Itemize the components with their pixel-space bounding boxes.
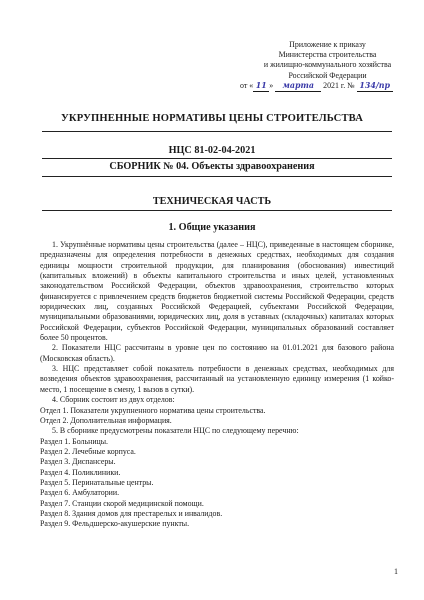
section-item-9: Раздел 9. Фельдшерско-акушерские пункты. [40, 519, 190, 529]
annex-line-2: Министерства строительства [278, 50, 377, 60]
collection-title: СБОРНИК № 04. Объекты здравоохранения [109, 161, 315, 172]
section-item-8: Раздел 8. Здания домов для престарелых и инвалидов. [40, 508, 223, 518]
section-title: 1. Общие указания [168, 222, 256, 233]
date-month-handwritten: марта [275, 81, 321, 92]
section-item-7: Раздел 7. Станции скорой медицинской помощи. [40, 498, 204, 508]
date-day-handwritten: 11 [253, 81, 269, 92]
section-item-3: Раздел 3. Диспансеры. [40, 457, 116, 467]
page-number: 1 [394, 567, 398, 576]
annex-line-1: Приложение к приказу [289, 40, 366, 49]
document-title: УКРУПНЕННЫЕ НОРМАТИВЫ ЦЕНЫ СТРОИТЕЛЬСТВА [60, 113, 364, 124]
section-item-6: Раздел 6. Амбулатории. [40, 488, 120, 498]
collection-rule [42, 176, 392, 177]
document-body [40, 240, 394, 530]
date-year: 2021 г. № [323, 80, 355, 90]
date-prefix: от « [240, 80, 254, 90]
annex-line-3: и жилищно-коммунального хозяйства [263, 60, 392, 70]
date-mid: » [269, 80, 274, 90]
department-2: Отдел 2. Дополнительная информация. [40, 415, 172, 425]
section-item-2: Раздел 2. Лечебные корпуса. [40, 446, 136, 456]
section-item-5: Раздел 5. Перинатальные центры. [40, 477, 154, 487]
annex-block [240, 40, 415, 92]
technical-part-title: ТЕХНИЧЕСКАЯ ЧАСТЬ [152, 196, 272, 207]
section-item-4: Раздел 4. Поликлиники. [40, 467, 121, 477]
annex-line-4: Российской Федерации [288, 70, 367, 80]
paragraph-5: 5. В сборнике предусмотрены показатели НЦС по следующему перечню: [52, 426, 299, 436]
code-rule [42, 158, 392, 159]
title-rule-top [42, 131, 392, 132]
section-item-1: Раздел 1. Больницы. [40, 436, 109, 446]
paragraph-3: 3. НЦС представляет собой показатель потребности в денежных средствах, необходимых для возведения объектов здравоохранения, рассчитанный на установленную единицу измерения (1 койко-место, 1 посещение в смену, 1 вызов в сутки). [40, 364, 394, 394]
technical-rule [42, 210, 392, 211]
paragraph-4: 4. Сборник состоит из двух отделов: [52, 395, 175, 405]
paragraph-2: 2. Показатели НЦС рассчитаны в уровне цен по состоянию на 01.01.2021 для базового района (Московская область). [40, 343, 394, 363]
order-number-handwritten: 134/пр [357, 81, 393, 92]
department-1: Отдел 1. Показатели укрупненного норматива цены строительства. [40, 405, 266, 415]
code-title: НЦС 81-02-04-2021 [168, 145, 256, 156]
annex-date-row [240, 81, 415, 92]
paragraph-1: 1. Укрупнённые нормативы цены строительства (далее – НЦС), приведенные в настоящем сборнике, предназначены для определения потребности в денежных средствах, необходимых для создания единицы мощности строительной продукции, для планирования (обоснования) инвестиций (капитальных вложений) в объекты капитального строительства и иных целей, установленных законодательством Российской Федерации, объектов здравоохранения, строительство которых финансируется с привлечением средств бюджетов бюджетной системы Российской Федерации, средств юридических лиц, созданных Российской Федерацией, субъектами Российской Федерации, муниципальными образованиями, юридических лиц, доля в уставных (складочных) капиталах которых Российской Федерации, субъектов Российской Федерации, муниципальных образований составляет более 50 процентов. [40, 240, 394, 343]
